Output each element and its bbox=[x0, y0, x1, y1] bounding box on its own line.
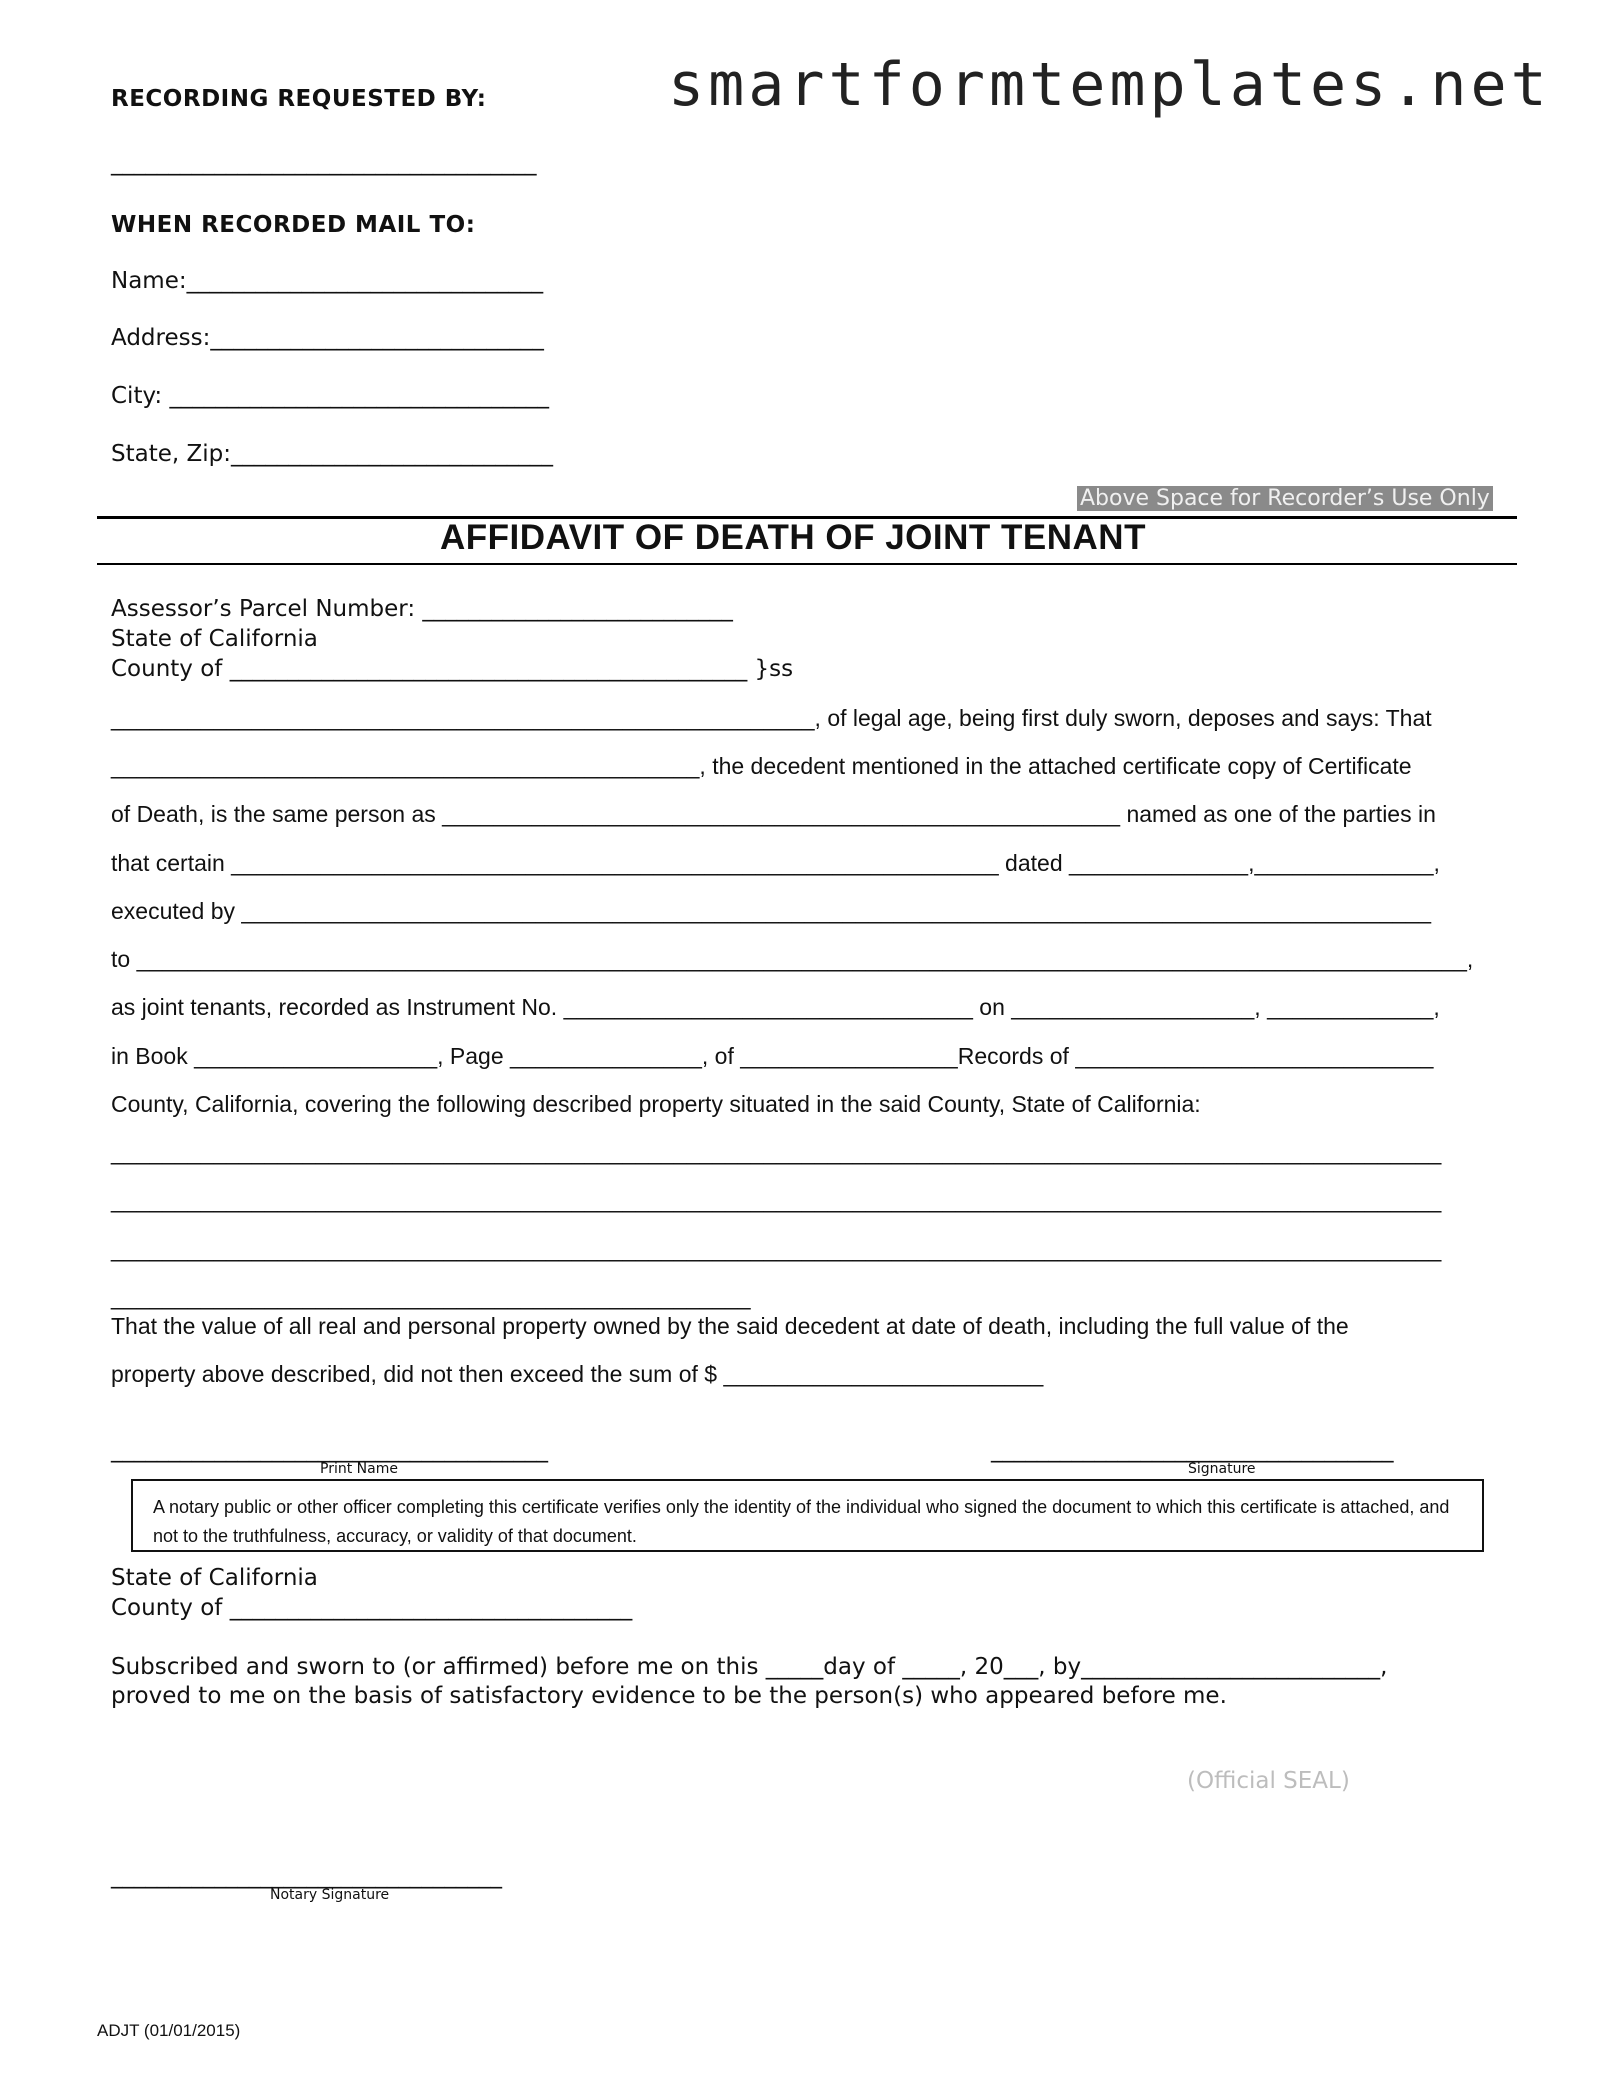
document-title: AFFIDAVIT OF DEATH OF JOINT TENANT bbox=[440, 518, 1146, 557]
instrument-number-line[interactable]: as joint tenants, recorded as Instrument No. ________________________________ on ___________________, _____________, bbox=[111, 994, 1440, 1020]
executed-by-line[interactable]: executed by _____________________________________________________________________________________________ bbox=[111, 898, 1432, 924]
notary-notice-box bbox=[131, 1479, 1484, 1552]
venue-county-field[interactable]: County of _____________________________________________ }ss bbox=[111, 656, 794, 682]
property-description-line[interactable]: ________________________________________________________________________________________________________ bbox=[111, 1139, 1442, 1165]
book-page-line[interactable]: in Book ___________________, Page _______________, of _________________Records of ____________________________ bbox=[111, 1043, 1434, 1069]
notary-signature-label: Notary Signature bbox=[270, 1887, 390, 1903]
decedent-name-line[interactable]: ______________________________________________, the decedent mentioned in the attached certificate copy of Certificate bbox=[111, 753, 1412, 779]
property-value-statement: That the value of all real and personal property owned by the said decedent at date of death, including the full value of the bbox=[111, 1313, 1349, 1339]
notary-signature-field[interactable]: __________________________________ bbox=[111, 1863, 502, 1889]
property-intro-line: County, California, covering the following described property situated in the said County, State of California: bbox=[111, 1091, 1201, 1117]
instrument-dated-line[interactable]: that certain ____________________________________________________________ dated ______________,______________, bbox=[111, 850, 1440, 876]
recorder-use-label: Above Space for Recorder’s Use Only bbox=[1077, 486, 1493, 511]
print-name-label: Print Name bbox=[320, 1461, 398, 1477]
property-description-line[interactable]: __________________________________________________ bbox=[111, 1284, 751, 1310]
affiant-name-line[interactable]: _______________________________________________________, of legal age, being first duly sworn, deposes and says: That bbox=[111, 705, 1432, 731]
title-divider bbox=[97, 563, 1517, 565]
signature-label: Signature bbox=[1188, 1461, 1256, 1477]
venue-state: State of California bbox=[111, 626, 318, 652]
recording-requested-field[interactable]: _____________________________________ bbox=[111, 150, 537, 176]
signature-field[interactable]: ___________________________________ bbox=[991, 1437, 1394, 1463]
same-person-line[interactable]: of Death, is the same person as _____________________________________________________ named as one of the parties in bbox=[111, 801, 1436, 827]
notary-county-field[interactable]: County of ___________________________________ bbox=[111, 1595, 633, 1621]
mail-address-field[interactable]: Address:_____________________________ bbox=[111, 325, 544, 351]
when-recorded-heading: WHEN RECORDED MAIL TO: bbox=[111, 212, 476, 238]
notary-notice-text: A notary public or other officer completing this certificate verifies only the identity of the individual who signed the document to which this certificate is attached, and not to the truthfulness, accuracy, or validity of that document. bbox=[153, 1497, 1450, 1546]
parcel-number-field[interactable]: Assessor’s Parcel Number: ___________________________ bbox=[111, 596, 733, 622]
mail-state-zip-field[interactable]: State, Zip:____________________________ bbox=[111, 441, 553, 467]
recording-requested-heading: RECORDING REQUESTED BY: bbox=[111, 86, 487, 112]
property-description-line[interactable]: ________________________________________________________________________________________________________ bbox=[111, 1236, 1442, 1262]
grantee-line[interactable]: to ________________________________________________________________________________________________________, bbox=[111, 946, 1474, 972]
mail-city-field[interactable]: City: _________________________________ bbox=[111, 383, 549, 409]
property-description-line[interactable]: ________________________________________________________________________________________________________ bbox=[111, 1187, 1442, 1213]
notary-state: State of California bbox=[111, 1565, 318, 1591]
mail-name-field[interactable]: Name:_______________________________ bbox=[111, 268, 544, 294]
property-value-field[interactable]: property above described, did not then exceed the sum of $ _________________________ bbox=[111, 1361, 1044, 1387]
watermark-logo: smartformtemplates.net bbox=[668, 50, 1551, 120]
jurat-proof-statement: proved to me on the basis of satisfactory evidence to be the person(s) who appeared before me. bbox=[111, 1683, 1227, 1709]
form-revision-footer: ADJT (01/01/2015) bbox=[97, 2021, 241, 2040]
print-name-field[interactable]: ______________________________________ bbox=[111, 1437, 548, 1463]
jurat-statement-field[interactable]: Subscribed and sworn to (or affirmed) before me on this _____day of _____, 20___, by__________________________, bbox=[111, 1654, 1388, 1680]
official-seal-placeholder: (Official SEAL) bbox=[1187, 1768, 1350, 1794]
